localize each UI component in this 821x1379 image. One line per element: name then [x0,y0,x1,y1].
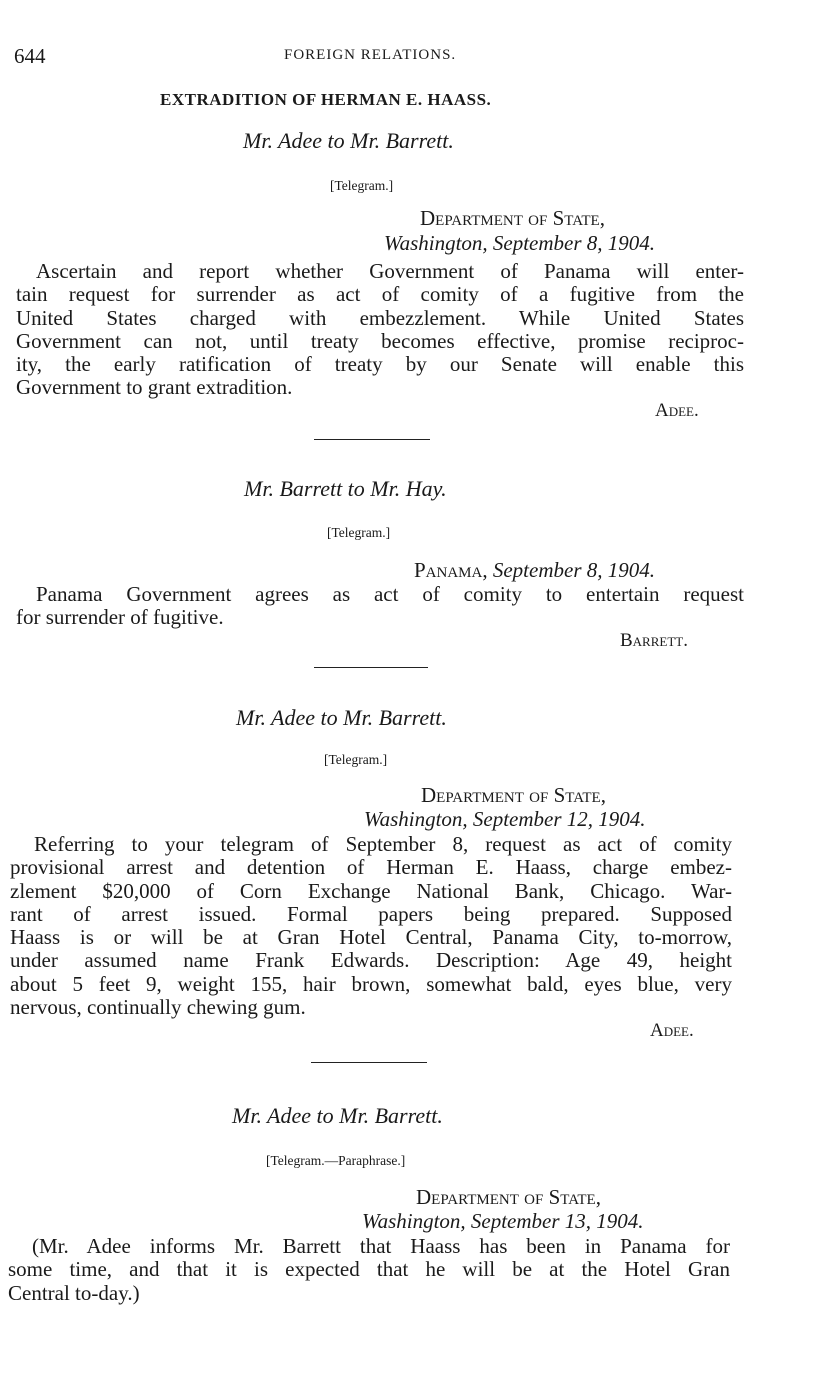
section-divider [311,1062,427,1063]
running-head-title: FOREIGN RELATIONS. [284,47,457,63]
body-line: ity, the early ratification of treaty by our Senate will enable this [16,352,744,377]
body-line: tain request for surrender as act of comity of a fugitive from the [16,282,744,307]
section-divider [314,667,428,668]
section-3-telegram-label: [Telegram.] [324,752,388,767]
section-1-heading: Mr. Adee to Mr. Barrett. [243,128,454,153]
section-divider [314,439,430,440]
body-line: Panama Government agrees as act of comity to entertain request [36,582,744,606]
body-line: Referring to your telegram of September 8, request as act of comity [34,832,732,856]
body-line: zlement $20,000 of Corn Exchange National Bank, Chicago. War- [10,878,732,903]
body-line: nervous, continually chewing gum. [10,995,306,1020]
section-3-dateline-place: Department of State, [421,783,606,807]
section-2-dateline-place: Panama, [414,558,488,582]
body-line: Government can not, until treaty becomes effective, promise reciproc- [16,328,744,353]
body-line: some time, and that it is expected that he will be at the Hotel Gran [8,1257,730,1282]
section-4-dateline-place: Department of State, [416,1185,601,1209]
body-line: for surrender of fugitive. [16,605,224,630]
section-2-heading: Mr. Barrett to Mr. Hay. [244,476,447,501]
section-1-dateline-place: Department of State, [420,206,605,230]
section-3-body [10,833,732,1019]
body-line: Government to grant extradition. [16,375,293,400]
document-title: EXTRADITION OF HERMAN E. HAASS. [160,90,492,109]
section-4-heading: Mr. Adee to Mr. Barrett. [232,1103,443,1128]
section-1-telegram-label: [Telegram.] [330,178,394,193]
section-1-body [16,260,744,400]
body-line: Haass is or will be at Gran Hotel Central, Panama City, to-morrow, [10,925,732,950]
section-2-telegram-label: [Telegram.] [327,525,391,540]
running-head [14,44,733,72]
body-line: under assumed name Frank Edwards. Description: Age 49, height [10,948,732,973]
section-3-dateline-date: Washington, September 12, 1904. [364,807,646,831]
section-4-dateline-date: Washington, September 13, 1904. [362,1209,644,1233]
page-number: 644 [14,44,46,68]
section-4-telegram-label: [Telegram.—Paraphrase.] [266,1153,406,1168]
body-line: Ascertain and report whether Government of Panama will enter- [36,259,744,283]
body-line: rant of arrest issued. Formal papers being prepared. Supposed [10,901,732,926]
section-1-signature: Adee. [655,400,699,421]
section-2-dateline [414,558,655,583]
section-4-body [8,1235,730,1305]
body-line: about 5 feet 9, weight 155, hair brown, somewhat bald, eyes blue, very [10,971,732,996]
body-line: Central to-day.) [8,1280,140,1305]
section-1-dateline-date: Washington, September 8, 1904. [384,231,656,255]
section-2-dateline-date: September 8, 1904. [492,558,655,582]
body-line: United States charged with embezzlement. While United States [16,305,744,330]
section-2-signature: Barrett. [620,630,688,651]
body-line: provisional arrest and detention of Herman E. Haass, charge embez- [10,855,732,880]
section-2-body [16,583,744,630]
section-3-heading: Mr. Adee to Mr. Barrett. [236,705,447,730]
body-line: (Mr. Adee informs Mr. Barrett that Haass has been in Panama for [32,1234,730,1258]
section-3-signature: Adee. [650,1020,694,1041]
